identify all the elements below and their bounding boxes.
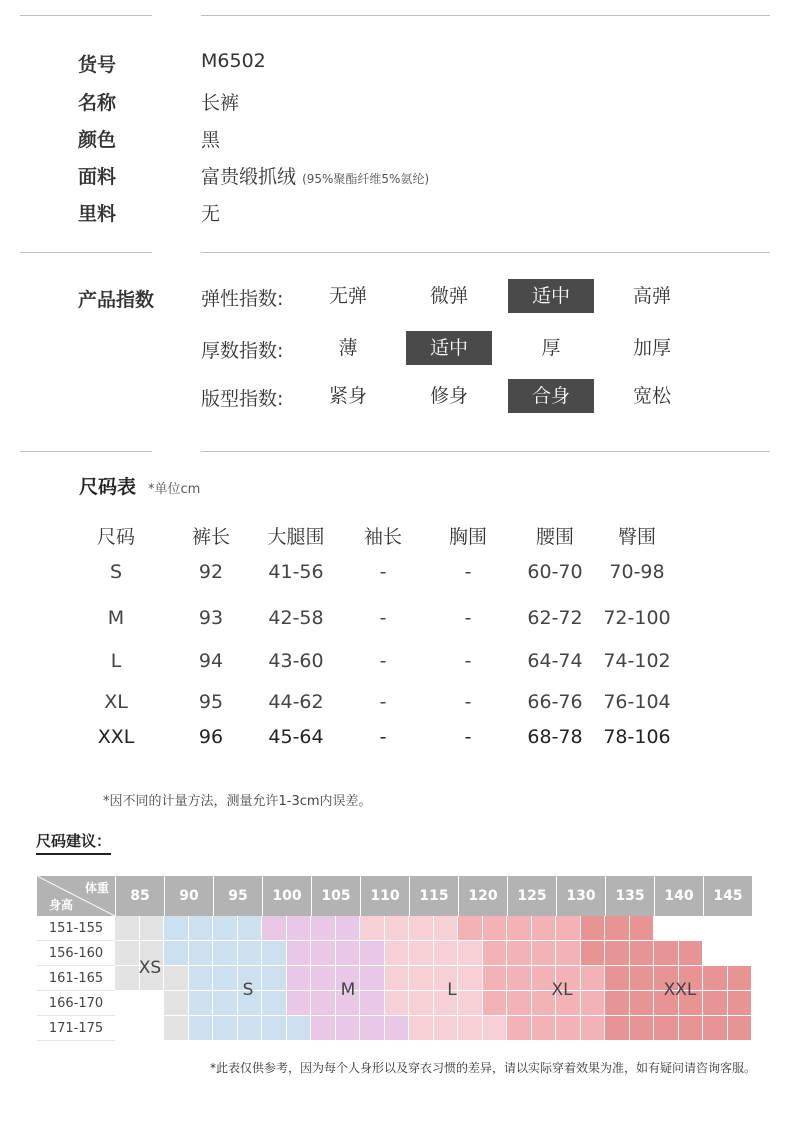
size-zone-cell — [581, 1016, 606, 1041]
size-table-unit: *单位cm — [148, 482, 201, 497]
size-zone-cell — [605, 916, 630, 941]
corner-weight-label: 体重 — [84, 881, 109, 895]
info-label-code: 货号 — [78, 54, 117, 76]
weight-header: 145 — [703, 876, 752, 916]
size-zone-cell — [287, 991, 312, 1016]
index-option-selected: 合身 — [508, 379, 594, 413]
info-label-fabric: 面料 — [78, 166, 117, 188]
size-table-header: 胸围 — [448, 526, 487, 548]
size-zone-cell — [483, 966, 508, 991]
size-table-header: 袖长 — [363, 526, 402, 548]
fabric-composition: (95%聚酯纤维5%氨纶) — [302, 172, 430, 186]
size-zone-cell — [140, 916, 165, 941]
size-zone-cell — [605, 1016, 630, 1041]
weight-header: 115 — [409, 876, 458, 916]
grid-corner — [37, 876, 115, 916]
size-zone-cell — [409, 1016, 434, 1041]
size-zone-cell — [630, 1016, 655, 1041]
size-zone-cell — [728, 966, 753, 991]
index-row-label: 厚数指数: — [201, 340, 284, 362]
fabric-name: 富贵缎抓绒 — [201, 166, 297, 188]
size-table-cell: 72-100 — [603, 607, 671, 629]
size-zone-cell — [434, 916, 459, 941]
height-row-label: 151-155 — [37, 916, 115, 941]
size-zone-cell — [336, 1016, 361, 1041]
size-zone-cell — [311, 1016, 336, 1041]
size-zone-cell — [409, 941, 434, 966]
index-option: 厚 — [541, 337, 561, 359]
size-table-cell: 43-60 — [268, 650, 324, 672]
index-option: 修身 — [429, 385, 468, 407]
size-table-cell: 70-98 — [609, 561, 665, 583]
size-zone-cell — [164, 916, 189, 941]
divider-top-left — [20, 15, 152, 16]
weight-header: 125 — [507, 876, 556, 916]
size-table-cell: 78-106 — [603, 726, 671, 748]
size-zone-cell — [262, 1016, 287, 1041]
size-table-cell: 64-74 — [527, 650, 583, 672]
divider-top-right — [201, 15, 770, 16]
size-zone-cell — [336, 941, 361, 966]
size-table-cell: 74-102 — [603, 650, 671, 672]
size-zone-label: XL — [551, 980, 573, 1000]
size-table-cell: - — [379, 650, 387, 672]
index-option: 薄 — [338, 337, 358, 359]
info-value-name: 长裤 — [201, 92, 240, 114]
size-table-cell: 62-72 — [527, 607, 583, 629]
size-zone-cell — [630, 966, 655, 991]
size-zone-cell — [262, 916, 287, 941]
size-zone-cell — [703, 966, 728, 991]
size-suggestion-grid — [37, 876, 758, 1052]
divider-low-left — [20, 451, 152, 452]
size-zone-cell — [630, 941, 655, 966]
size-zone-cell — [434, 941, 459, 966]
size-zone-cell — [360, 941, 385, 966]
size-zone-cell — [189, 1016, 214, 1041]
index-title: 产品指数 — [78, 289, 155, 311]
size-table-note: *因不同的计量方法，测量允许1-3cm内误差。 — [103, 794, 372, 809]
size-zone-cell — [507, 966, 532, 991]
size-table-header: 臀围 — [617, 526, 656, 548]
size-zone-cell — [336, 916, 361, 941]
index-option: 宽松 — [632, 385, 671, 407]
size-zone-cell — [556, 916, 581, 941]
weight-header: 140 — [654, 876, 703, 916]
info-label-lining: 里料 — [78, 203, 117, 225]
size-zone-cell — [213, 1016, 238, 1041]
size-table-cell: 66-76 — [527, 691, 583, 713]
size-zone-cell — [287, 941, 312, 966]
size-zone-cell — [213, 916, 238, 941]
size-table-cell: XXL — [97, 726, 135, 748]
size-table-cell: 60-70 — [527, 561, 583, 583]
height-row-label: 161-165 — [37, 966, 115, 991]
size-table-cell: - — [379, 691, 387, 713]
size-table-cell: 68-78 — [527, 726, 583, 748]
size-zone-cell — [311, 916, 336, 941]
size-table-cell: 44-62 — [268, 691, 324, 713]
size-zone-label: S — [242, 980, 254, 1000]
info-value-fabric — [201, 162, 429, 189]
size-zone-cell — [164, 1016, 189, 1041]
size-table-cell: - — [464, 607, 472, 629]
size-zone-cell — [532, 1016, 557, 1041]
size-table-cell: 42-58 — [268, 607, 324, 629]
suggestion-note: *此表仅供参考，因为每个人身形以及穿衣习惯的差异，请以实际穿着效果为准，如有疑问请咨询客服。 — [209, 1061, 756, 1075]
size-table-cell: M — [107, 607, 125, 629]
size-zone-label: L — [447, 980, 457, 1000]
index-option: 高弹 — [632, 285, 671, 307]
size-zone-cell — [654, 1016, 679, 1041]
size-zone-cell — [605, 966, 630, 991]
size-zone-cell — [630, 916, 655, 941]
size-table-cell: 45-64 — [268, 726, 324, 748]
size-zone-cell — [360, 916, 385, 941]
size-zone-cell — [115, 916, 140, 941]
size-table-cell: - — [464, 726, 472, 748]
weight-header: 135 — [605, 876, 654, 916]
size-table-header: 尺码 — [96, 526, 135, 548]
size-zone-cell — [385, 916, 410, 941]
size-zone-cell — [532, 916, 557, 941]
weight-header: 110 — [360, 876, 409, 916]
weight-header: 85 — [115, 876, 164, 916]
corner-height-label: 身高 — [49, 898, 74, 912]
size-table-cell: 76-104 — [603, 691, 671, 713]
size-table-header: 裤长 — [191, 526, 230, 548]
size-zone-cell — [703, 1016, 728, 1041]
size-zone-cell — [630, 991, 655, 1016]
size-zone-cell — [164, 991, 189, 1016]
weight-header: 105 — [311, 876, 360, 916]
size-zone-cell — [409, 916, 434, 941]
size-zone-label: M — [340, 980, 356, 1000]
size-table-cell: - — [464, 561, 472, 583]
size-table-cell: - — [464, 650, 472, 672]
size-zone-cell — [434, 1016, 459, 1041]
index-option: 紧身 — [328, 385, 367, 407]
size-zone-cell — [483, 1016, 508, 1041]
size-zone-cell — [189, 941, 214, 966]
size-zone-cell — [728, 1016, 753, 1041]
size-zone-cell — [385, 991, 410, 1016]
suggestion-title: 尺码建议： — [36, 830, 111, 855]
size-zone-cell — [360, 1016, 385, 1041]
size-zone-cell — [679, 941, 704, 966]
size-table-cell: L — [110, 650, 122, 672]
size-table-header: 腰围 — [535, 526, 574, 548]
size-table-header: 大腿围 — [267, 526, 325, 548]
size-zone-cell — [311, 941, 336, 966]
size-zone-cell — [483, 991, 508, 1016]
size-zone-cell — [703, 991, 728, 1016]
size-zone-cell — [556, 941, 581, 966]
size-zone-cell — [287, 1016, 312, 1041]
info-label-name: 名称 — [78, 92, 117, 114]
size-zone-cell — [728, 991, 753, 1016]
size-zone-cell — [532, 941, 557, 966]
size-zone-cell — [189, 966, 214, 991]
height-row-label: 171-175 — [37, 1016, 115, 1041]
size-zone-cell — [385, 966, 410, 991]
size-zone-label: XXL — [663, 980, 697, 1000]
size-table-cell: - — [464, 691, 472, 713]
size-zone-cell — [507, 916, 532, 941]
size-zone-cell — [213, 941, 238, 966]
index-option: 加厚 — [632, 337, 671, 359]
info-value-code: M6502 — [201, 50, 266, 72]
size-table-title: 尺码表 — [79, 476, 137, 498]
size-zone-cell — [458, 916, 483, 941]
weight-header: 130 — [556, 876, 605, 916]
size-zone-cell — [189, 916, 214, 941]
index-option-selected: 适中 — [508, 279, 594, 313]
size-zone-cell — [483, 916, 508, 941]
size-zone-cell — [238, 941, 263, 966]
size-zone-cell — [483, 941, 508, 966]
info-value-lining: 无 — [201, 203, 221, 225]
size-zone-cell — [189, 991, 214, 1016]
size-zone-cell — [507, 991, 532, 1016]
size-zone-cell — [262, 941, 287, 966]
size-table-cell: 95 — [198, 691, 224, 713]
index-option: 微弹 — [429, 285, 468, 307]
size-table-cell: XL — [104, 691, 128, 713]
height-row-label: 156-160 — [37, 941, 115, 966]
divider-low-right — [201, 451, 770, 452]
weight-header: 90 — [164, 876, 213, 916]
size-table-cell: 96 — [198, 726, 224, 748]
size-zone-cell — [605, 941, 630, 966]
size-zone-cell — [507, 941, 532, 966]
size-zone-cell — [605, 991, 630, 1016]
weight-header: 95 — [213, 876, 262, 916]
size-table-cell: - — [379, 561, 387, 583]
size-table-cell: - — [379, 607, 387, 629]
index-row-label: 版型指数: — [201, 388, 284, 410]
divider-mid-right — [201, 252, 770, 253]
index-option: 无弹 — [328, 285, 367, 307]
size-zone-cell — [385, 1016, 410, 1041]
size-zone-cell — [238, 916, 263, 941]
size-zone-cell — [238, 1016, 263, 1041]
size-table-cell: S — [109, 561, 123, 583]
divider-mid-left — [20, 252, 152, 253]
size-zone-cell — [458, 1016, 483, 1041]
size-table-cell: - — [379, 726, 387, 748]
index-row-label: 弹性指数: — [201, 288, 284, 310]
size-zone-cell — [556, 1016, 581, 1041]
size-table-cell: 41-56 — [268, 561, 324, 583]
size-zone-cell — [458, 941, 483, 966]
size-table-cell: 93 — [198, 607, 224, 629]
size-zone-cell — [581, 916, 606, 941]
size-zone-cell — [385, 941, 410, 966]
size-zone-cell — [679, 1016, 704, 1041]
size-zone-cell — [654, 941, 679, 966]
weight-header: 120 — [458, 876, 507, 916]
size-table-cell: 94 — [198, 650, 224, 672]
size-zone-label: XS — [138, 958, 162, 978]
size-zone-cell — [581, 941, 606, 966]
height-row-label: 166-170 — [37, 991, 115, 1016]
size-zone-cell — [507, 1016, 532, 1041]
index-option-selected: 适中 — [406, 331, 492, 365]
weight-header: 100 — [262, 876, 311, 916]
info-label-color: 颜色 — [78, 129, 117, 151]
size-zone-cell — [287, 916, 312, 941]
size-zone-cell — [287, 966, 312, 991]
size-table-cell: 92 — [198, 561, 224, 583]
info-value-color: 黑 — [201, 129, 221, 151]
